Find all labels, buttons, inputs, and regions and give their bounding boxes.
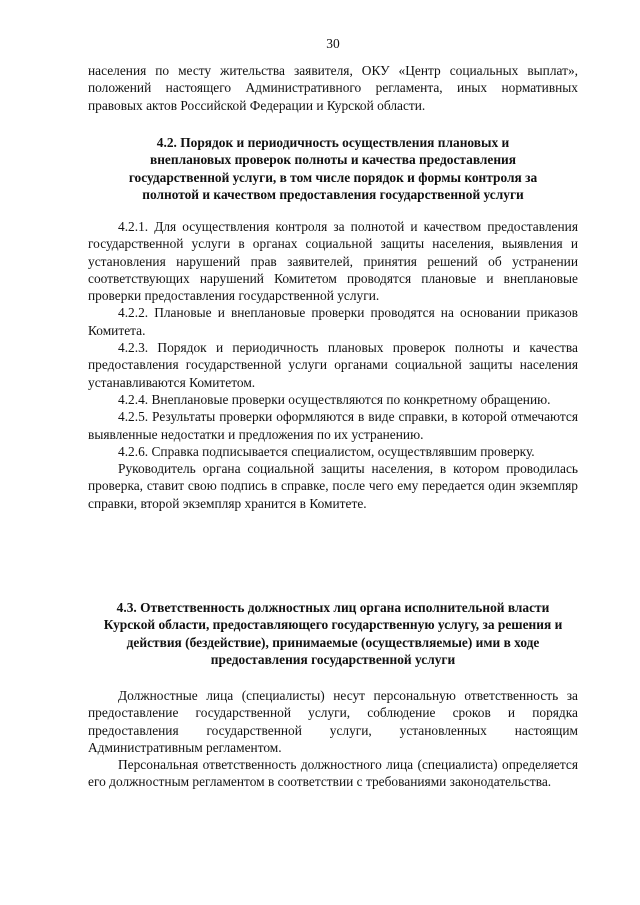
paragraph-4-2-4: 4.2.4. Внеплановые проверки осуществляются по конкретному обращению. [118,391,551,407]
paragraph-4-2-2: 4.2.2. Плановые и внеплановые проверки проводятся на основании приказов Комитета. [88,305,578,338]
section-4-3-body [88,687,578,791]
intro-paragraph: населения по месту жительства заявителя, ОКУ «Центр социальных выплат», положений настоящего Административного регламента, иных нормативных правовых актов Российской Федерации и Курской области. [88,63,578,113]
section-4-3-heading-block [88,599,578,668]
paragraph-personal-responsibility: Персональная ответственность должностного лица (специалиста) определяется его должностным регламентом в соответствии с требованиями законодательства. [88,757,578,790]
section-4-2-body [88,218,578,512]
section-4-2-heading-block [88,134,578,203]
intro-section [88,62,578,114]
paragraph-4-2-5: 4.2.5. Результаты проверки оформляются в виде справки, в которой отмечаются выявленные недостатки и предложения по их устранению. [88,409,578,442]
paragraph-officials-responsibility: Должностные лица (специалисты) несут персональную ответственность за предоставление государственной услуги, соблюдение сроков и порядка предоставления государственной услуги, установленных настоящим Административным регламентом. [88,688,578,755]
paragraph-4-2-6: 4.2.6. Справка подписывается специалистом, осуществлявшим проверку. [118,443,535,459]
paragraph-4-2-3: 4.2.3. Порядок и периодичность плановых проверок полноты и качества предоставления государственной услуги органами социальной защиты населения устанавливаются Комитетом. [88,340,578,390]
section-4-2-heading: 4.2. Порядок и периодичность осуществления плановых и внеплановых проверок полноты и качества предоставления государственной услуги, в том числе порядок и формы контроля за полнотой и качеством предоставления государственной услуги [128,135,538,202]
section-4-3-heading: 4.3. Ответственность должностных лиц органа исполнительной власти Курской области, предоставляющего государственную услугу, за решения и действия (бездействие), принимаемые (осуществляемые) ими в ходе предоставления государственной услуги [103,600,563,667]
page-number: 30 [326,36,340,51]
paragraph-4-2-1: 4.2.1. Для осуществления контроля за полнотой и качеством предоставления государственной услуги в органах социальной защиты населения, выявления и установления нарушений прав заявителей, принятия решений об устранении соответствующих нарушений Комитетом проводятся плановые и внеплановые проверки предоставления государственной услуги. [88,219,578,304]
paragraph-supervisor: Руководитель органа социальной защиты населения, в котором проводилась проверка, ставит свою подпись в справке, после чего ему передается один экземпляр справки, второй экземпляр хранится в Комитете. [88,461,578,511]
